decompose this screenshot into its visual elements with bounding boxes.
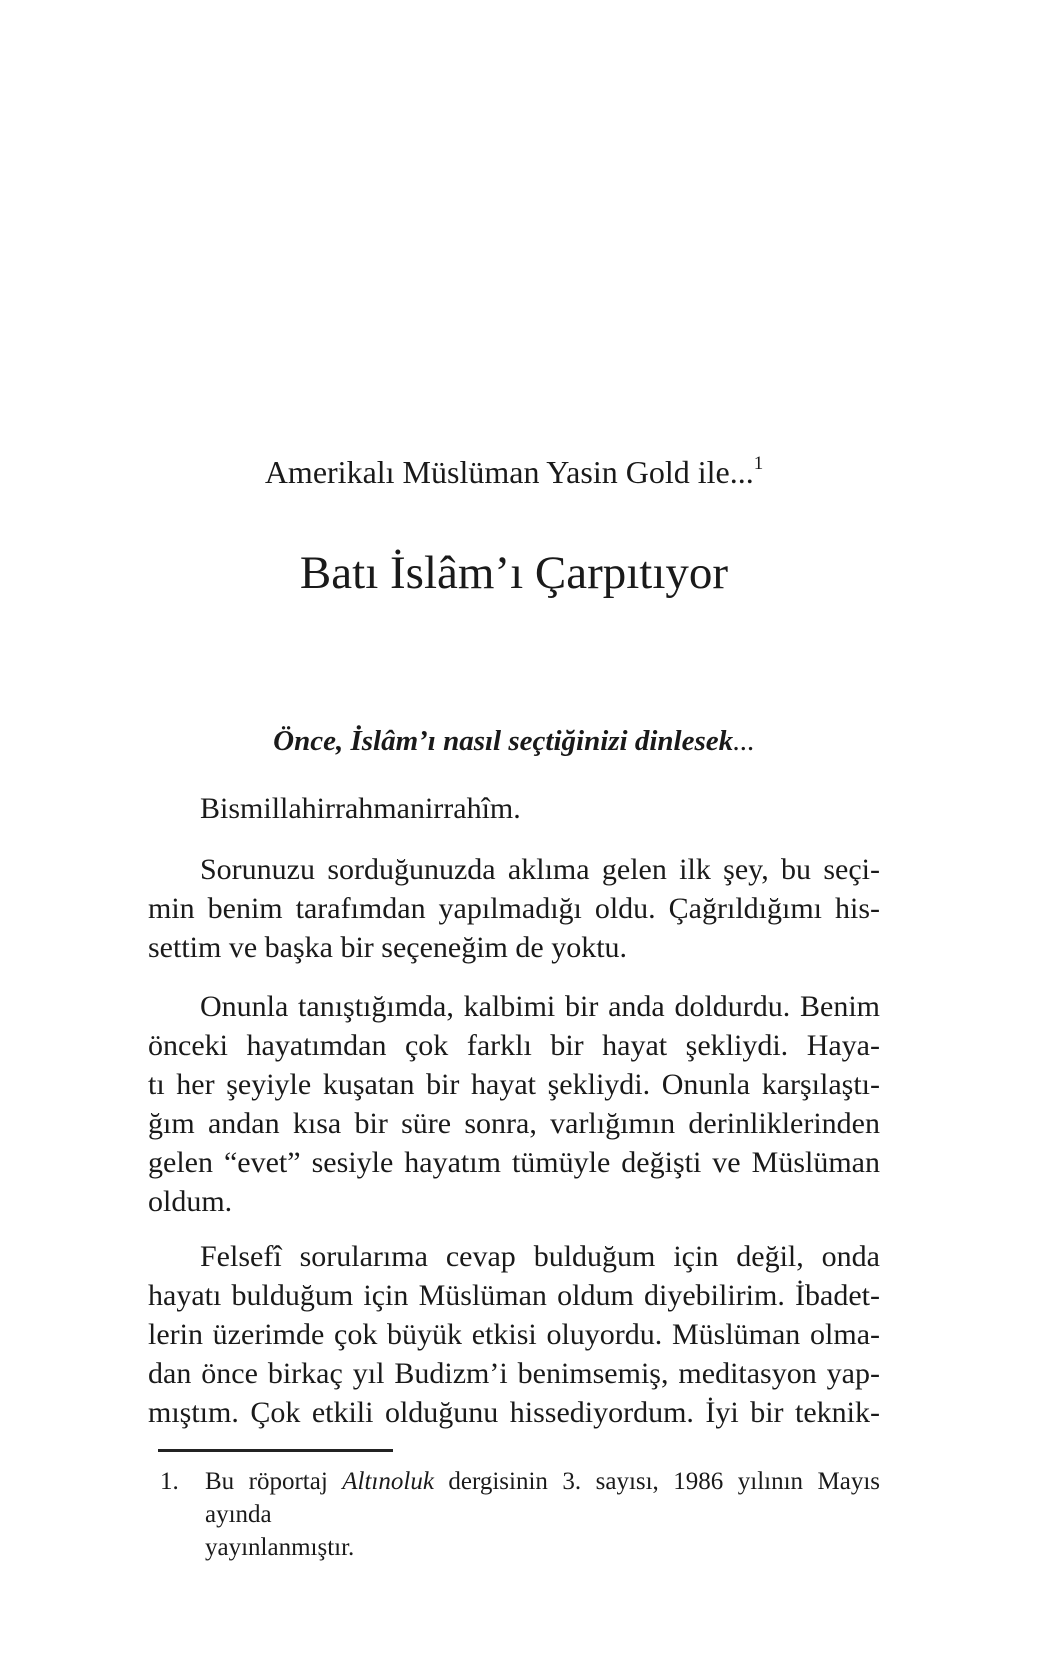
paragraph-1: [148, 850, 880, 967]
footnote: [160, 1465, 880, 1564]
body-line: lerin üzerimde çok büyük etkisi oluyordu. Müslüman olma-: [148, 1318, 880, 1351]
body-line: min benim tarafımdan yapılmadığı oldu. Çağrıldığımı his-: [148, 892, 880, 925]
body-line: oldum.: [148, 1185, 233, 1218]
chapter-header-text: Amerikalı Müslüman Yasin Gold ile...: [264, 454, 754, 490]
body-line: önceki hayatımdan çok farklı bir hayat şekliydi. Haya-: [148, 1029, 880, 1062]
body-line: ğım andan kısa bir süre sonra, varlığımın derinliklerinden: [148, 1107, 880, 1140]
body-line: Sorunuzu sorduğunuzda aklıma gelen ilk şey, bu seçi-: [200, 853, 880, 886]
basmala-line: Bismillahirrahmanirrahîm.: [200, 792, 521, 825]
chapter-header: [148, 452, 880, 492]
footnote-text: [205, 1465, 880, 1564]
body-line: settim ve başka bir seçeneğim de yoktu.: [148, 931, 628, 964]
interview-question: [148, 722, 880, 760]
body-line: Onunla tanıştığımda, kalbimi bir anda doldurdu. Benim: [200, 990, 880, 1023]
body-line: dan önce birkaç yıl Budizm’i benimsemiş, meditasyon yap-: [148, 1357, 880, 1390]
interview-question-ellipsis: ...: [733, 725, 755, 757]
body-line: gelen “evet” sesiyle hayatım tümüyle değişti ve Müslüman: [148, 1146, 880, 1179]
body-line: Felsefî sorularıma cevap bulduğum için değil, onda: [200, 1240, 880, 1273]
paragraph-2: [148, 987, 880, 1221]
interview-question-text: Önce, İslâm’ı nasıl seçtiğinizi dinlesek: [273, 725, 734, 757]
body-line: tı her şeyiyle kuşatan bir hayat şekliydi. Onunla karşılaştı-: [148, 1068, 880, 1101]
chapter-title: Batı İslâm’ı Çarpıtıyor: [299, 547, 729, 599]
footnote-number: 1.: [160, 1468, 179, 1495]
footnote-line-1-before: Bu röportaj: [205, 1468, 343, 1495]
footnote-line-2: yayınlanmıştır.: [205, 1534, 355, 1561]
text-block: [0, 452, 1063, 1564]
footnote-line-1: [205, 1465, 880, 1531]
body-line: hayatı bulduğum için Müslüman oldum diyebilirim. İbadet-: [148, 1279, 880, 1312]
footnote-line-1-after: dergisinin 3. sayısı, 1986 yılının Mayıs ayında: [205, 1468, 880, 1528]
footnote-divider: [158, 1449, 393, 1452]
journal-name: Altınoluk: [342, 1468, 434, 1495]
body-line: mıştım. Çok etkili olduğunu hissediyordum. İyi bir teknik-: [148, 1396, 880, 1429]
footnote-reference-marker: 1: [753, 453, 764, 474]
paragraph-3: [148, 1237, 880, 1432]
